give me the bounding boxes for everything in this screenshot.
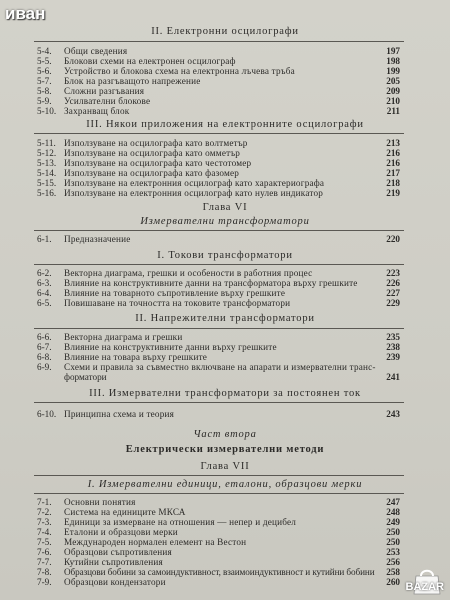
entry-number: 7-8.	[37, 567, 52, 577]
entry-number: 7-9.	[37, 577, 52, 587]
entry-page: 226	[386, 278, 400, 288]
entry-page: 256	[386, 557, 400, 567]
entry-page: 260	[386, 577, 400, 587]
entry-title: Захранващ блок	[64, 106, 130, 116]
entry-title: Общи сведения	[64, 46, 128, 56]
toc-entry	[37, 188, 400, 198]
entry-title: Образцови бобини за самоиндуктивност, взаимоиндуктивност и кутийни бобини	[64, 567, 375, 577]
entry-number: 5-11.	[37, 138, 56, 148]
entry-title: Използуване на осцилографа като честотомер	[64, 158, 252, 168]
entry-title: Основни понятия	[64, 497, 136, 507]
entry-page: 238	[386, 342, 400, 352]
divider	[34, 328, 404, 329]
toc-entry	[37, 288, 400, 298]
entry-number: 5-16.	[37, 188, 57, 198]
toc-entry	[37, 332, 400, 342]
chapter-title: Измервателни трансформатори	[140, 216, 310, 227]
part-heading: Част втора	[193, 429, 257, 440]
entry-title: Образцови кондензатори	[64, 577, 166, 587]
entry-number: 7-7.	[37, 557, 52, 567]
toc-entry	[37, 278, 400, 288]
entry-page: 198	[386, 56, 400, 66]
entry-page: 211	[386, 106, 400, 116]
toc-entry	[37, 234, 400, 244]
section-heading: I. Измервателни единици, еталони, образцови мерки	[87, 479, 363, 490]
toc-entry	[37, 557, 400, 567]
toc-entry	[37, 362, 400, 382]
entry-page: 209	[386, 86, 400, 96]
divider	[34, 475, 404, 476]
entry-title: Влияние на конструктивните данни на трансформатора върху грешките	[64, 278, 358, 288]
entry-page: 223	[386, 268, 400, 278]
divider	[34, 402, 404, 403]
toc-entry	[37, 168, 400, 178]
entry-page: 250	[386, 527, 400, 537]
entry-number: 6-2.	[37, 268, 52, 278]
toc-entry	[37, 76, 400, 86]
entry-number: 5-15.	[37, 178, 57, 188]
entry-page: 229	[386, 298, 400, 308]
entry-title: Усилвателни блокове	[64, 96, 151, 106]
toc-entry	[37, 106, 400, 116]
entry-page: 210	[386, 96, 400, 106]
entry-number: 7-6.	[37, 547, 52, 557]
toc-entry	[37, 158, 400, 168]
divider	[34, 264, 404, 265]
entry-number: 5-14.	[37, 168, 57, 178]
entry-title: Блокови схеми на електронен осцилограф	[64, 56, 236, 66]
entry-page: 199	[386, 66, 400, 76]
watermark-logo: иван	[5, 4, 46, 23]
entry-title: Влияние на конструктивните данни върху грешките	[64, 342, 277, 352]
toc-entry	[37, 178, 400, 188]
toc-entry	[37, 507, 400, 517]
entry-title: Влияние на товара върху грешките	[64, 352, 208, 362]
entry-title: Използуване на електронния осцилограф като нулев индикатор	[64, 188, 324, 198]
entry-title: Повишаване на точността на токовите трансформатори	[64, 298, 291, 308]
entry-number: 6-4.	[37, 288, 52, 298]
section-heading: II. Електронни осцилографи	[151, 26, 299, 37]
chapter-heading: Глава VI	[202, 202, 248, 213]
entry-title: Векторна диаграма и грешки	[64, 332, 183, 342]
section-heading: II. Напрежителни трансформатори	[135, 313, 315, 324]
toc-entry	[37, 56, 400, 66]
section-heading: III. Някои приложения на електронните осцилографи	[86, 119, 364, 130]
entry-number: 5-5.	[37, 56, 52, 66]
entry-number: 6-3.	[37, 278, 52, 288]
entry-number: 6-6.	[37, 332, 52, 342]
entry-title: Използуване на осцилографа като волтметър	[64, 138, 248, 148]
entry-page: 243	[386, 409, 400, 419]
toc-entry	[37, 537, 400, 547]
entry-title: Принципна схема и теория	[64, 409, 175, 419]
entry-page: 235	[386, 332, 400, 342]
entry-title: Схеми и правила за съвместно включване на апарати и измервателни транс-	[64, 362, 376, 372]
entry-number: 7-3.	[37, 517, 52, 527]
entry-page: 197	[386, 46, 400, 56]
entry-number: 6-7.	[37, 342, 52, 352]
entry-number: 5-6.	[37, 66, 52, 76]
entry-title: Използуване на осцилографа като фазомер	[64, 168, 240, 178]
toc-entry	[37, 527, 400, 537]
toc-entry	[37, 547, 400, 557]
entry-title: Единици за измерване на отношения — непер и децибел	[64, 517, 297, 527]
entry-page: 253	[386, 547, 400, 557]
entry-page: 248	[386, 507, 400, 517]
entry-number: 6-10.	[37, 409, 57, 419]
watermark-text: BAZAR	[405, 581, 444, 593]
toc-entry	[37, 517, 400, 527]
toc-entry	[37, 268, 400, 278]
entry-title: Влияние на товарното съпротивление върху грешките	[64, 288, 286, 298]
entry-page: 205	[386, 76, 400, 86]
entry-title: Образцови съпротивления	[64, 547, 172, 557]
entry-number: 7-4.	[37, 527, 52, 537]
entry-page: 220	[386, 234, 400, 244]
entry-page: 218	[386, 178, 400, 188]
entry-page: 250	[386, 537, 400, 547]
entry-title: Еталони и образцови мерки	[64, 527, 178, 537]
entry-number: 7-5.	[37, 537, 52, 547]
divider	[34, 230, 404, 231]
part-title: Електрически измервателни методи	[125, 444, 325, 455]
toc-entry	[37, 138, 400, 148]
toc-entry	[37, 352, 400, 362]
entry-number: 7-2.	[37, 507, 52, 517]
entry-page: 216	[386, 158, 400, 168]
section-heading: I. Токови трансформатори	[157, 250, 293, 261]
toc-entry	[37, 46, 400, 56]
entry-page: 227	[386, 288, 400, 298]
entry-page: 216	[386, 148, 400, 158]
entry-title: Използуване на осцилографа като омметър	[64, 148, 241, 158]
entry-page: 239	[386, 352, 400, 362]
entry-title: Предназначение	[64, 234, 131, 244]
entry-title: Сложни разгъвания	[64, 86, 145, 96]
entry-page: 247	[386, 497, 400, 507]
entry-number: 5-10.	[37, 106, 57, 116]
divider	[34, 493, 404, 494]
entry-page: 258	[386, 567, 400, 577]
entry-title: Международен нормален елемент на Вестон	[64, 537, 247, 547]
divider	[34, 133, 404, 134]
entry-number: 5-7.	[37, 76, 52, 86]
toc-entry	[37, 86, 400, 96]
entry-number: 6-8.	[37, 352, 52, 362]
toc-entry	[37, 342, 400, 352]
toc-entry	[37, 148, 400, 158]
toc-entry	[37, 497, 400, 507]
entry-number: 6-5.	[37, 298, 52, 308]
entry-title: Използуване на електронния осцилограф като характериографа	[64, 178, 325, 188]
entry-title: Устройство и блокова схема на електронна лъчева тръба	[64, 66, 295, 76]
entry-number: 5-13.	[37, 158, 57, 168]
entry-number: 7-1.	[37, 497, 52, 507]
entry-page: 241	[386, 372, 400, 382]
entry-page: 219	[386, 188, 400, 198]
entry-title: Кутийни съпротивления	[64, 557, 163, 567]
entry-number: 6-1.	[37, 234, 52, 244]
toc-entry	[37, 96, 400, 106]
entry-number: 5-8.	[37, 86, 52, 96]
section-heading: III. Измервателни трансформатори за постоянен ток	[89, 388, 361, 399]
toc-entry	[37, 567, 400, 577]
entry-number: 5-9.	[37, 96, 52, 106]
chapter-heading: Глава VII	[200, 461, 250, 472]
entry-number: 5-4.	[37, 46, 52, 56]
toc-entry	[37, 66, 400, 76]
entry-page: 213	[386, 138, 400, 148]
entry-number: 6-9.	[37, 362, 52, 372]
entry-page: 217	[386, 168, 400, 178]
entry-title: Система на единиците МКСА	[64, 507, 186, 517]
entry-page: 249	[386, 517, 400, 527]
toc-entry	[37, 298, 400, 308]
divider	[34, 41, 404, 42]
entry-title-continued: форматори	[64, 372, 107, 382]
entry-number: 5-12.	[37, 148, 57, 158]
toc-entry	[37, 409, 400, 419]
entry-title: Векторна диаграма, грешки и особености в работния процес	[64, 268, 313, 278]
entry-title: Блок на разгъващото напрежение	[64, 76, 201, 86]
toc-entry	[37, 577, 400, 587]
